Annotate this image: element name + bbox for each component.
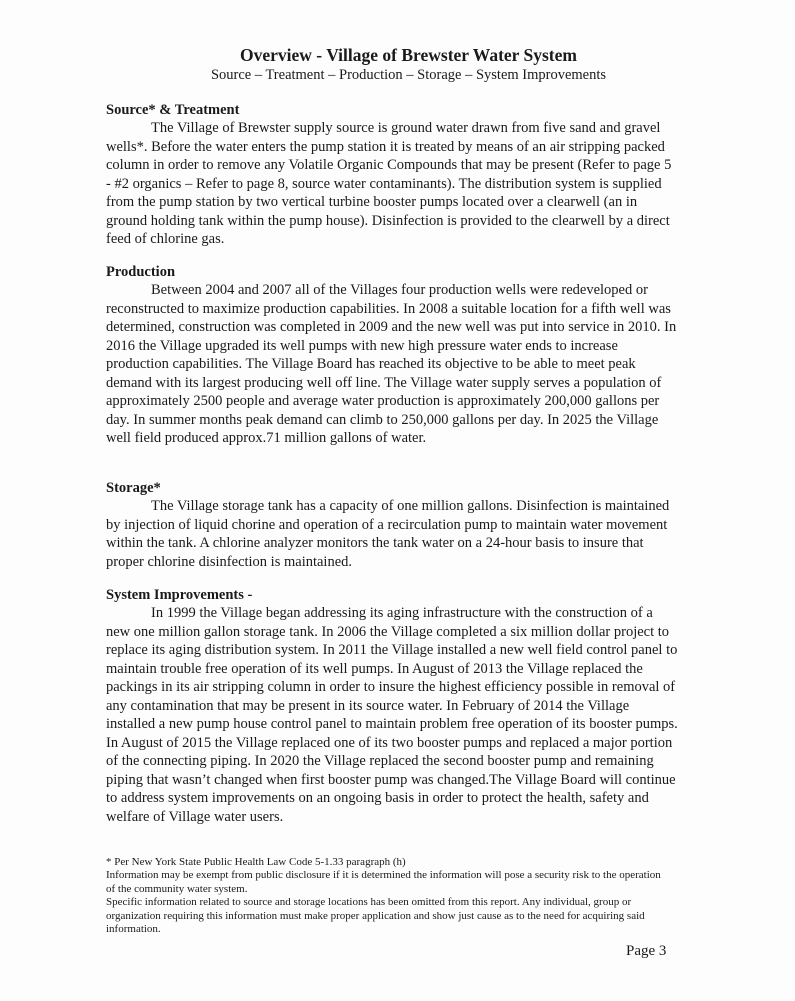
section-heading-storage: Storage*: [106, 480, 161, 496]
section-source-treatment: [106, 101, 678, 249]
section-body-production: Between 2004 and 2007 all of the Villages four production wells were redeveloped or reconstructed to maximize production capabilities. In 2008 a suitable location for a fifth well was determined, construction was completed in 2009 and the new well was put into service in 2010. In 2016 the Village upgraded its well pumps with new high pressure water ends to increase production capabilities. The Village Board has reached its objective to be able to meet peak demand with its largest producing well off line. The Village water supply serves a population of approximately 2500 people and average water production is approximately 200,000 gallons per day. In summer months peak demand can climb to 250,000 gallons per day. In 2025 the Village well field produced approx.71 million gallons of water.: [106, 282, 677, 446]
section-heading-system-improvements: System Improvements -: [106, 587, 253, 603]
section-body-storage: The Village storage tank has a capacity of one million gallons. Disinfection is maintained by injection of liquid chorine and operation of a recirculation pump to maintain water movement within the tank. A chlorine analyzer monitors the tank water on a 24-hour basis to insure that proper chlorine disinfection is maintained.: [106, 498, 670, 570]
section-system-improvements: [106, 586, 678, 826]
page-number: Page 3: [626, 943, 667, 959]
section-body-source-treatment: The Village of Brewster supply source is ground water drawn from five sand and gravel wells*. Before the water enters the pump station it is treated by means of an air stripping packed column in order to remove any Volatile Organic Compounds that may be present (Refer to page 5 - #2 organics – Refer to page 8, source water contaminants). The distribution system is supplied from the pump station by two vertical turbine booster pumps located over a clearwell (an in ground holding tank within the pump house). Disinfection is provided to the clearwell by a direct feed of chlorine gas.: [106, 120, 672, 247]
section-heading-production: Production: [106, 264, 176, 280]
section-storage: [106, 479, 678, 571]
footnotes: [106, 856, 666, 936]
footnote-law-reference: * Per New York State Public Health Law Code 5-1.33 paragraph (h): [106, 856, 406, 868]
page-subtitle: Source – Treatment – Production – Storage – System Improvements: [210, 67, 607, 83]
section-heading-source-treatment: Source* & Treatment: [106, 102, 240, 118]
footnote-disclosure-exemption: Information may be exempt from public disclosure if it is determined the information will pose a security risk to the operation of the community water system.: [106, 869, 661, 895]
footnote-omitted-information: Specific information related to source and storage locations has been omitted from this report. Any individual, group or organization requiring this information must make proper application and show just cause as to the need for acquiring said information.: [106, 896, 645, 936]
page-title: Overview - Village of Brewster Water System: [240, 45, 577, 65]
section-production: [106, 263, 678, 448]
section-body-system-improvements: In 1999 the Village began addressing its aging infrastructure with the construction of a new one million gallon storage tank. In 2006 the Village completed a six million dollar project to replace its aging distribution system. In 2011 the Village installed a new well field control panel to maintain trouble free operation of its well pumps. In August of 2013 the Village replaced the packings in its air stripping column in order to insure the highest efficiency possible in removal of any contamination that may be present in its source water. In February of 2014 the Village installed a new pump house control panel to maintain problem free operation of its booster pumps. In August of 2015 the Village replaced one of its two booster pumps and replaced a major portion of the connecting piping. In 2020 the Village replaced the second booster pump and remaining piping that wasn’t changed when first booster pump was changed.The Village Board will continue to address system improvements on an ongoing basis in order to protect the health, safety and welfare of Village water users.: [106, 605, 678, 825]
